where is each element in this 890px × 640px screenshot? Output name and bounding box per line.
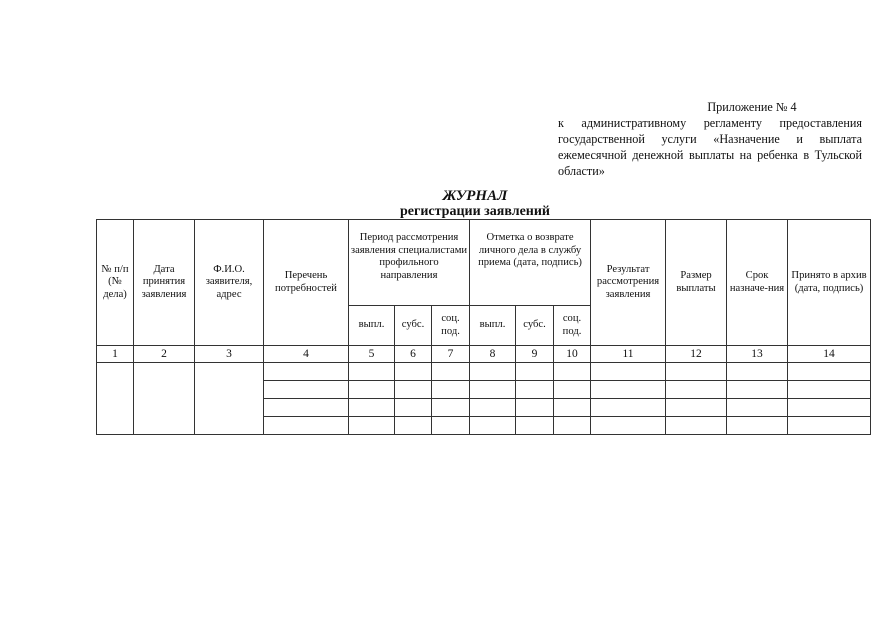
empty-cell — [666, 363, 727, 381]
empty-cell — [432, 417, 470, 435]
sub-header-period-subsidy: субс. — [395, 306, 432, 346]
col-header-return-mark: Отметка о возврате личного дела в службу приема (дата, подпись) — [470, 220, 591, 306]
empty-cell — [788, 399, 871, 417]
empty-cell-fio — [195, 363, 264, 435]
empty-cell — [264, 363, 349, 381]
sub-header-period-payment: выпл. — [349, 306, 395, 346]
empty-cell — [395, 381, 432, 399]
empty-cell — [788, 363, 871, 381]
empty-cell — [554, 363, 591, 381]
col-header-amount: Размер выплаты — [666, 220, 727, 346]
journal-subtitle: регистрации заявлений — [399, 204, 550, 219]
header-row-top — [97, 220, 871, 306]
col-header-term: Срок назначе-ния — [727, 220, 788, 346]
sub-header-mark-payment: выпл. — [470, 306, 516, 346]
empty-cell — [516, 363, 554, 381]
empty-cell — [264, 381, 349, 399]
appendix-title: Приложение № 4 — [707, 100, 797, 114]
col-header-fio: Ф.И.О. заявителя, адрес — [195, 220, 264, 346]
empty-cell — [554, 399, 591, 417]
column-number: 7 — [432, 346, 470, 363]
empty-cell — [516, 399, 554, 417]
empty-cell — [727, 417, 788, 435]
empty-cell — [727, 399, 788, 417]
empty-cell — [591, 381, 666, 399]
column-number: 2 — [134, 346, 195, 363]
empty-cell — [666, 417, 727, 435]
empty-cell — [349, 417, 395, 435]
column-number: 10 — [554, 346, 591, 363]
appendix-text: к административному регламенту предоставления государственной услуги «Назначение и выплата ежемесячной денежной выплаты на ребенка в Тульской области» — [558, 116, 862, 178]
empty-cell — [264, 417, 349, 435]
empty-cell-number — [97, 363, 134, 435]
empty-cell — [516, 417, 554, 435]
column-numbers-row — [97, 346, 871, 363]
column-number: 11 — [591, 346, 666, 363]
table-row — [97, 363, 871, 381]
empty-cell — [470, 381, 516, 399]
column-number: 5 — [349, 346, 395, 363]
sub-header-mark-subsidy: субс. — [516, 306, 554, 346]
empty-cell — [395, 399, 432, 417]
empty-cell — [349, 399, 395, 417]
empty-cell — [666, 399, 727, 417]
column-number: 6 — [395, 346, 432, 363]
column-number: 3 — [195, 346, 264, 363]
empty-cell — [470, 363, 516, 381]
sub-header-mark-social: соц. под. — [554, 306, 591, 346]
empty-cell — [349, 381, 395, 399]
col-header-archive: Принято в архив (дата, подпись) — [788, 220, 871, 346]
empty-cell — [554, 417, 591, 435]
column-number: 4 — [264, 346, 349, 363]
empty-cell — [788, 381, 871, 399]
registration-journal-table — [96, 219, 871, 435]
column-number: 9 — [516, 346, 554, 363]
empty-cell — [516, 381, 554, 399]
empty-cell — [591, 417, 666, 435]
empty-cell — [264, 399, 349, 417]
column-number: 8 — [470, 346, 516, 363]
col-header-review-period: Период рассмотрения заявления специалистами профильного направления — [349, 220, 470, 306]
column-number: 13 — [727, 346, 788, 363]
empty-cell — [788, 417, 871, 435]
column-number: 14 — [788, 346, 871, 363]
col-header-needs: Перечень потребностей — [264, 220, 349, 346]
empty-cell — [395, 363, 432, 381]
empty-cell — [591, 363, 666, 381]
empty-cell — [432, 399, 470, 417]
empty-cell — [395, 417, 432, 435]
empty-cell-date — [134, 363, 195, 435]
col-header-result: Результат рассмотрения заявления — [591, 220, 666, 346]
column-number: 1 — [97, 346, 134, 363]
empty-cell — [666, 381, 727, 399]
empty-cell — [432, 381, 470, 399]
empty-cell — [470, 417, 516, 435]
empty-cell — [432, 363, 470, 381]
sub-header-period-social: соц. под. — [432, 306, 470, 346]
empty-cell — [470, 399, 516, 417]
column-number: 12 — [666, 346, 727, 363]
empty-cell — [727, 363, 788, 381]
empty-cell — [349, 363, 395, 381]
col-header-date: Дата принятия заявления — [134, 220, 195, 346]
empty-cell — [727, 381, 788, 399]
empty-cell — [591, 399, 666, 417]
empty-cell — [554, 381, 591, 399]
col-header-number: № п/п (№ дела) — [97, 220, 134, 346]
journal-title: ЖУРНАЛ — [442, 188, 508, 204]
appendix-block — [558, 99, 862, 179]
